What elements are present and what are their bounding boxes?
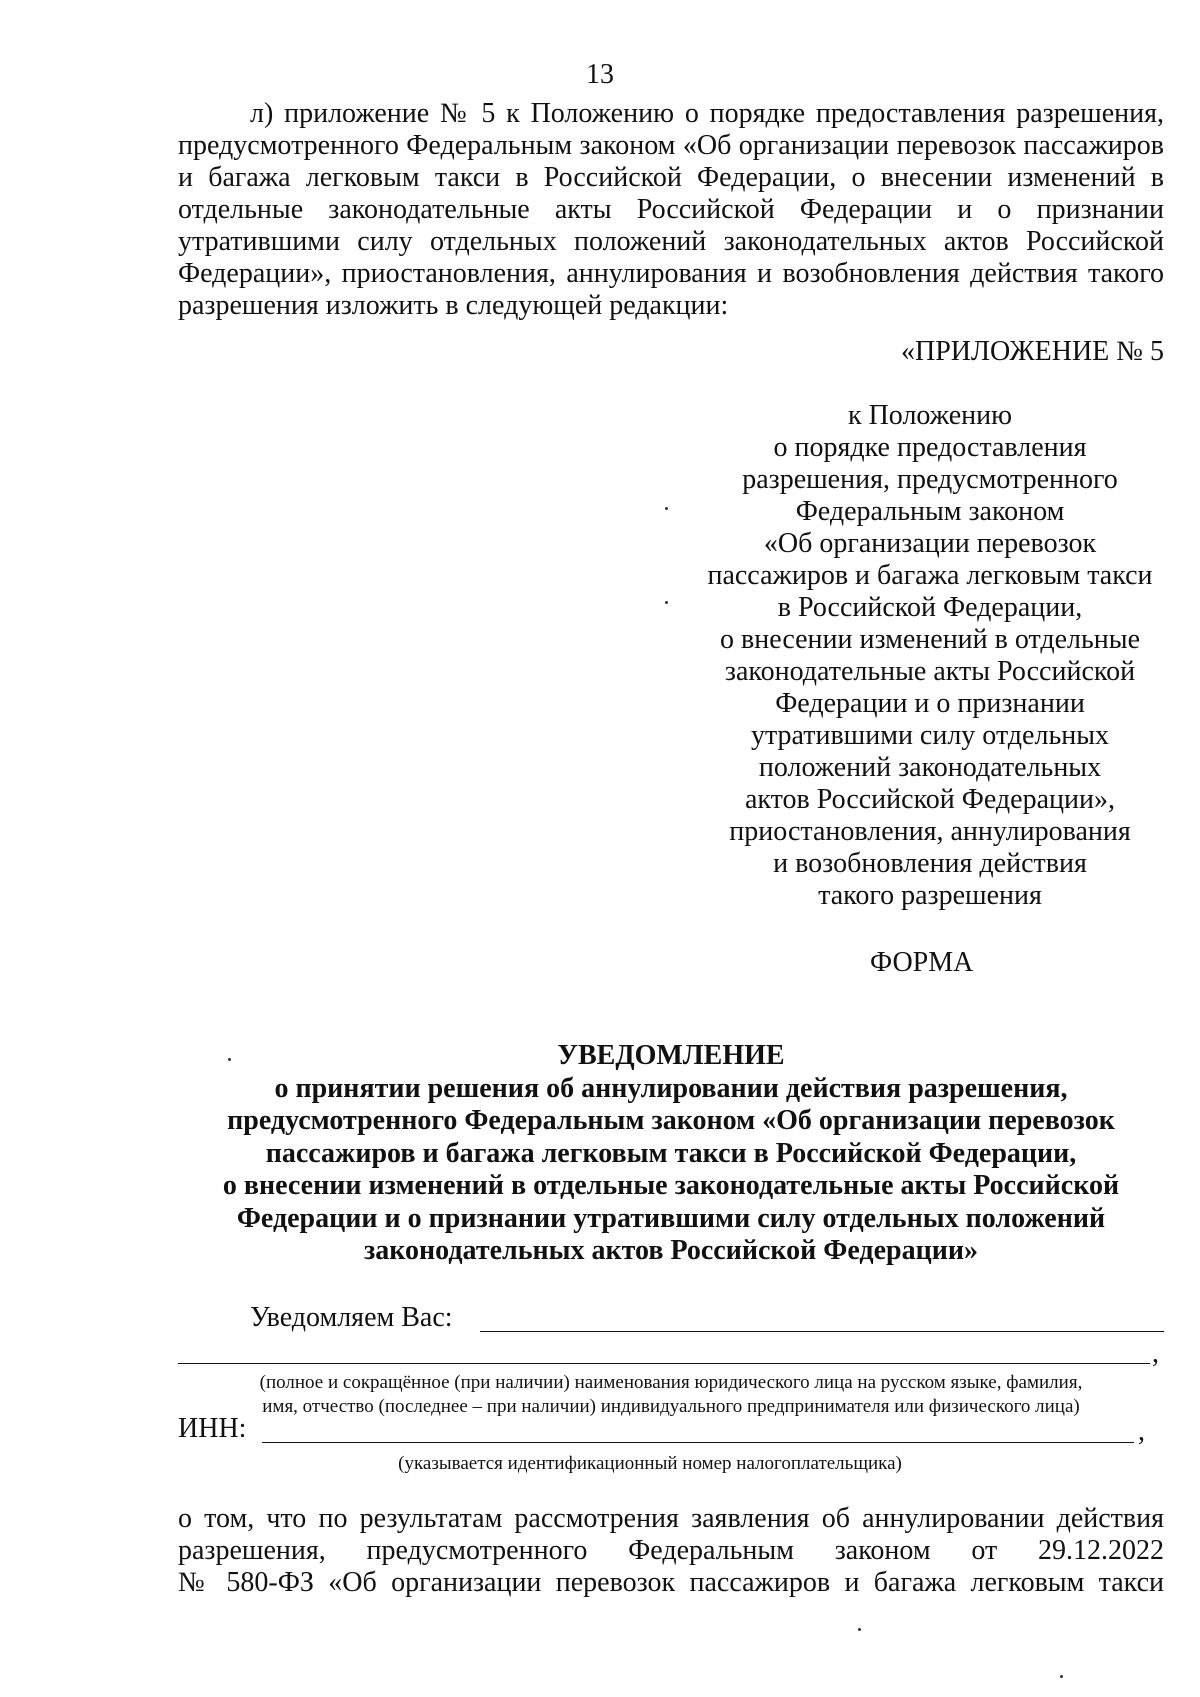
page-number: 13 xyxy=(586,59,614,90)
notice-subtitle-line: пассажиров и багажа легковым такси в Российской Федерации, xyxy=(265,1137,1077,1169)
appendix-line: и возобновления действия xyxy=(773,848,1087,879)
inn-caption: (указывается идентификационный номер налогоплательщика) xyxy=(398,1453,902,1474)
comma: , xyxy=(1152,1338,1159,1369)
notice-subtitle-line: о внесении изменений в отдельные законодательные акты Российской xyxy=(222,1170,1120,1201)
outro-line: о том, что по результатам рассмотрения заявления об аннулировании действия xyxy=(178,1503,1164,1534)
appendix-line: приостановления, аннулирования xyxy=(729,816,1131,847)
inn-blank[interactable] xyxy=(262,1442,1134,1443)
notice-title: УВЕДОМЛЕНИЕ xyxy=(557,1040,785,1071)
appendix-line: утратившими силу отдельных xyxy=(750,720,1110,751)
appendix-line: такого разрешения xyxy=(818,880,1042,911)
scan-speck xyxy=(1060,1675,1063,1678)
recipient-name-caption xyxy=(178,1371,1164,1419)
scan-speck xyxy=(228,1058,231,1061)
notice-subtitle-line: Федерации и о признании утратившими силу отдельных положений xyxy=(236,1202,1106,1234)
appendix-line: актов Российской Федерации», xyxy=(745,784,1115,815)
notice-subtitle-line: о принятии решения об аннулировании действия разрешения, xyxy=(274,1072,1068,1104)
recipient-name-blank-1[interactable] xyxy=(480,1331,1164,1332)
scan-speck xyxy=(665,507,668,510)
scan-speck xyxy=(665,601,668,604)
inn-label: ИНН: xyxy=(178,1413,247,1444)
appendix-line: в Российской Федерации, xyxy=(777,592,1083,623)
notice-subtitle-line: законодательных актов Российской Федерации» xyxy=(364,1235,978,1266)
intro-paragraph: л) приложение № 5 к Положению о порядке предоставления разрешения, предусмотренного Федеральным законом «Об организации перевозок пассажиров и багажа легковым такси в Российской Федерации, о внесении изменений в отдельные законодательные акты Российской Федерации и о признании утратившими силу отдельных положений законодательных актов Российской Федерации», приостановления, аннулирования и возобновления действия такого разрешения изложить в следующей редакции: xyxy=(178,98,1164,321)
outro-line: разрешения, предусмотренного Федеральным законом от 29.12.2022 xyxy=(178,1535,1164,1566)
appendix-reference-block xyxy=(690,400,1170,912)
appendix-line: о порядке предоставления xyxy=(773,432,1087,463)
notify-label: Уведомляем Вас: xyxy=(250,1302,453,1333)
appendix-line: пассажиров и багажа легковым такси xyxy=(707,560,1153,591)
scan-speck xyxy=(858,1628,861,1631)
appendix-line: законодательные акты Российской xyxy=(724,656,1136,687)
appendix-title: «ПРИЛОЖЕНИЕ № 5 xyxy=(901,336,1164,367)
caption-line: имя, отчество (последнее – при наличии) индивидуального предпринимателя или физического лица) xyxy=(262,1396,1080,1417)
notice-subtitle-line: предусмотренного Федеральным законом «Об организации перевозок xyxy=(227,1105,1115,1136)
appendix-line: к Положению xyxy=(847,400,1013,431)
appendix-line: разрешения, предусмотренного xyxy=(742,464,1118,495)
appendix-line: «Об организации перевозок xyxy=(763,528,1097,559)
caption-line: (полное и сокращённое (при наличии) наименования юридического лица на русском языке, фамилия, xyxy=(259,1372,1083,1393)
appendix-line: Федеральным законом xyxy=(795,496,1065,527)
appendix-line: положений законодательных xyxy=(758,752,1102,783)
outro-paragraph xyxy=(178,1503,1164,1599)
notice-heading xyxy=(178,1040,1164,1268)
appendix-line: Федерации и о признании xyxy=(775,688,1085,719)
recipient-name-blank-2[interactable] xyxy=(178,1363,1150,1364)
appendix-line: о внесении изменений в отдельные xyxy=(720,624,1140,655)
outro-line: № 580-ФЗ «Об организации перевозок пассажиров и багажа легковым такси xyxy=(178,1567,1164,1598)
form-label: ФОРМА xyxy=(870,947,974,978)
comma: , xyxy=(1138,1416,1145,1447)
